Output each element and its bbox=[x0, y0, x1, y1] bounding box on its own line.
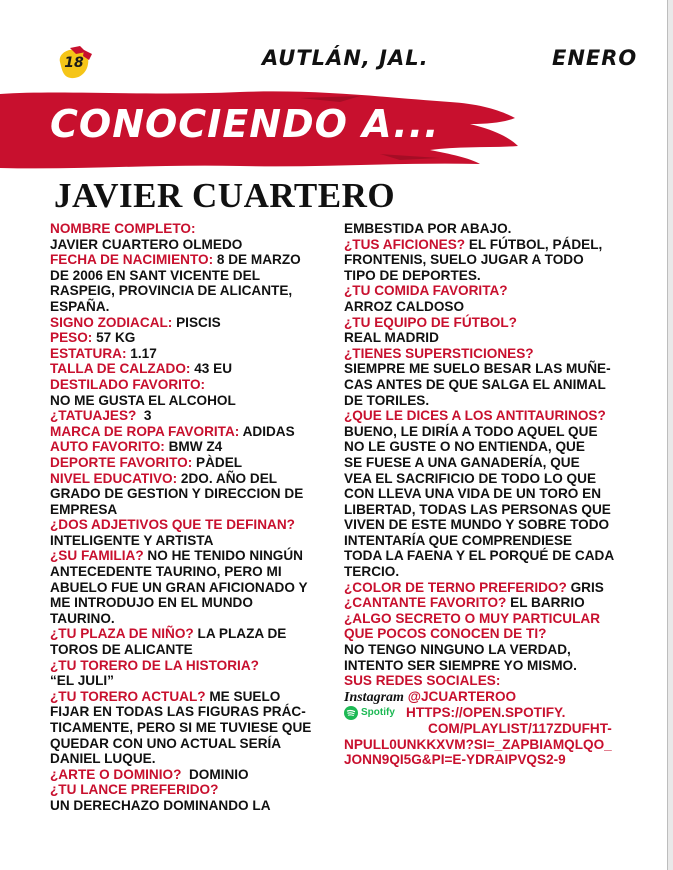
spotify-row bbox=[344, 705, 628, 721]
qa-line bbox=[344, 408, 628, 424]
answer-text: RASPEIG, PROVINCIA DE ALICANTE, bbox=[50, 283, 293, 299]
answer-text: BUENO, LE DIRÍA A TODO AQUEL QUE bbox=[344, 423, 598, 439]
qa-line bbox=[50, 658, 326, 674]
page-number-badge bbox=[56, 46, 92, 82]
question-label: AUTO FAVORITO: bbox=[50, 439, 165, 455]
answer-text: UN DERECHAZO DOMINANDO LA bbox=[50, 797, 271, 813]
answer-text: EMBESTIDA POR ABAJO. bbox=[344, 221, 512, 236]
qa-line bbox=[50, 533, 326, 549]
answer-text: TIPO DE DEPORTES. bbox=[344, 267, 481, 283]
question-label: ¿TU EQUIPO DE FÚTBOL? bbox=[344, 314, 517, 330]
answer-text: NO ME GUSTA EL ALCOHOL bbox=[50, 392, 236, 408]
answer-text: INTELIGENTE Y ARTISTA bbox=[50, 532, 214, 548]
answer-text: SIEMPRE ME SUELO BESAR LAS MUÑE- bbox=[344, 361, 611, 377]
qa-line bbox=[344, 424, 628, 440]
instagram-handle[interactable]: @JCUARTEROO bbox=[407, 688, 517, 704]
answer-text: ME INTRODUJO EN EL MUNDO bbox=[50, 595, 253, 611]
qa-line bbox=[50, 595, 326, 611]
answer-text: DOMINIO bbox=[181, 766, 249, 782]
qa-line bbox=[50, 767, 326, 783]
qa-line bbox=[344, 237, 628, 253]
answer-text: GRIS bbox=[566, 579, 604, 595]
qa-line bbox=[50, 377, 326, 393]
question-label: DESTILADO FAVORITO: bbox=[50, 376, 206, 392]
question-label: ¿QUE LE DICES A LOS ANTITAURINOS? bbox=[344, 408, 606, 424]
answer-text: TAURINO. bbox=[50, 610, 115, 626]
spotify-url-line[interactable]: COM/PLAYLIST/117ZDUFHT- bbox=[428, 721, 612, 736]
qa-line bbox=[344, 330, 628, 346]
answer-text: PISCIS bbox=[172, 314, 221, 330]
qa-line bbox=[344, 283, 628, 299]
question-label: ¿TU PLAZA DE NIÑO? bbox=[50, 626, 194, 642]
question-label: ¿CANTANTE FAVORITO? bbox=[344, 595, 507, 611]
question-label: ¿ARTE O DOMINIO? bbox=[50, 766, 182, 782]
qa-line bbox=[344, 299, 628, 315]
qa-line bbox=[50, 424, 326, 440]
qa-line bbox=[50, 548, 326, 564]
answer-text: QUEDAR CON UNO ACTUAL SERÍA bbox=[50, 735, 282, 751]
question-label: ESTATURA: bbox=[50, 345, 127, 361]
qa-line bbox=[50, 611, 326, 627]
answer-text: EMPRESA bbox=[50, 501, 118, 517]
answer-text: VIVEN DE ESTE MUNDO Y SOBRE TODO bbox=[344, 517, 610, 533]
qa-line bbox=[50, 252, 326, 268]
qa-line bbox=[50, 486, 326, 502]
question-label: ¿TU TORERO ACTUAL? bbox=[50, 688, 206, 704]
answer-text: 57 KG bbox=[92, 330, 136, 346]
qa-line bbox=[344, 471, 628, 487]
qa-line bbox=[50, 580, 326, 596]
right-column-lines bbox=[344, 221, 628, 689]
question-label: QUE POCOS CONOCEN DE TI? bbox=[344, 626, 547, 642]
qa-line bbox=[344, 439, 628, 455]
question-label: ¿TU COMIDA FAVORITA? bbox=[344, 283, 508, 299]
question-label: PESO: bbox=[50, 330, 93, 346]
qa-line bbox=[50, 237, 326, 253]
answer-text: NO LE GUSTE O NO ENTIENDA, QUE bbox=[344, 439, 585, 455]
answer-text: “EL JULI” bbox=[50, 673, 114, 689]
qa-line bbox=[50, 782, 326, 798]
left-column bbox=[50, 221, 326, 814]
answer-text: DE 2006 EN SANT VICENTE DEL bbox=[50, 267, 260, 283]
spotify-url-line[interactable]: NPULL0UNKKXVM?SI=_ZAPBIAMQLQO_ bbox=[344, 736, 612, 752]
answer-text: 3 bbox=[136, 408, 152, 424]
answer-text: TERCIO. bbox=[344, 564, 400, 580]
question-label: ¿COLOR DE TERNO PREFERIDO? bbox=[344, 579, 567, 595]
qa-line bbox=[344, 642, 628, 658]
answer-text: REAL MADRID bbox=[344, 330, 439, 346]
qa-line bbox=[50, 408, 326, 424]
question-label: DEPORTE FAVORITO: bbox=[50, 454, 193, 470]
qa-line bbox=[344, 595, 628, 611]
answer-text: NO HE TENIDO NINGÚN bbox=[143, 548, 303, 564]
answer-text: DE TORILES. bbox=[344, 392, 430, 408]
qa-line bbox=[344, 377, 628, 393]
qa-line bbox=[50, 315, 326, 331]
answer-text: FIJAR EN TODAS LAS FIGURAS PRÁC- bbox=[50, 704, 306, 720]
answer-text: FRONTENIS, SUELO JUGAR A TODO bbox=[344, 252, 584, 268]
qa-line bbox=[344, 533, 628, 549]
qa-line bbox=[344, 517, 628, 533]
answer-text: EL FÚTBOL, PÁDEL, bbox=[465, 236, 603, 252]
instagram-logo: Instagram bbox=[344, 689, 404, 705]
qa-line bbox=[344, 580, 628, 596]
page-edge bbox=[667, 0, 673, 870]
answer-text: 8 DE MARZO bbox=[213, 252, 301, 268]
profile-name: JAVIER CUARTERO bbox=[54, 176, 396, 215]
answer-text: DANIEL LUQUE. bbox=[50, 751, 156, 767]
question-label: ¿TATUAJES? bbox=[50, 408, 137, 424]
question-label: SIGNO ZODIACAL: bbox=[50, 314, 173, 330]
answer-text: ARROZ CALDOSO bbox=[344, 298, 465, 314]
answer-text: SE FUESE A UNA GANADERÍA, QUE bbox=[344, 454, 580, 470]
qa-line bbox=[50, 439, 326, 455]
question-label: ¿ALGO SECRETO O MUY PARTICULAR bbox=[344, 610, 601, 626]
qa-line bbox=[50, 283, 326, 299]
answer-text: BMW Z4 bbox=[164, 439, 223, 455]
question-label: SUS REDES SOCIALES: bbox=[344, 673, 501, 689]
qa-line bbox=[344, 252, 628, 268]
right-column bbox=[344, 221, 628, 768]
qa-line bbox=[50, 673, 326, 689]
answer-text: LIBERTAD, TODAS LAS PERSONAS QUE bbox=[344, 501, 611, 517]
answer-text: ME SUELO bbox=[205, 688, 281, 704]
answer-text: ADIDAS bbox=[239, 423, 295, 439]
answer-text: TOROS DE ALICANTE bbox=[50, 642, 193, 658]
answer-text: 2DO. AÑO DEL bbox=[177, 470, 278, 486]
banner-title: CONOCIENDO A... bbox=[50, 102, 440, 146]
answer-text: EL BARRIO bbox=[506, 595, 585, 611]
spotify-url-line[interactable]: JONN9QI5G&PI=E-YDRAIPVQS2-9 bbox=[344, 752, 566, 768]
answer-text: LA PLAZA DE bbox=[193, 626, 287, 642]
answer-text: PÀDEL bbox=[192, 454, 243, 470]
qa-line bbox=[344, 361, 628, 377]
page-number: 18 bbox=[64, 55, 84, 71]
qa-line bbox=[50, 751, 326, 767]
qa-line bbox=[344, 315, 628, 331]
qa-line bbox=[50, 720, 326, 736]
question-label: NIVEL EDUCATIVO: bbox=[50, 470, 178, 486]
qa-line bbox=[50, 221, 326, 237]
location-header: AUTLÁN, JAL. bbox=[262, 46, 429, 70]
qa-line bbox=[344, 346, 628, 362]
qa-line bbox=[344, 455, 628, 471]
instagram-row bbox=[344, 689, 628, 706]
question-label: ¿TIENES SUPERSTICIONES? bbox=[344, 345, 534, 361]
question-label: ¿TUS AFICIONES? bbox=[344, 236, 466, 252]
question-label: ¿DOS ADJETIVOS QUE TE DEFINAN? bbox=[50, 517, 295, 533]
month-header: ENERO bbox=[552, 46, 638, 70]
question-label: MARCA DE ROPA FAVORITA: bbox=[50, 423, 240, 439]
spotify-logo bbox=[344, 705, 406, 721]
qa-line bbox=[50, 564, 326, 580]
qa-line bbox=[50, 689, 326, 705]
answer-text: NO TENGO NINGUNO LA VERDAD, bbox=[344, 642, 571, 658]
spotify-url-line[interactable]: HTTPS://OPEN.SPOTIFY. bbox=[406, 705, 566, 721]
qa-line bbox=[344, 658, 628, 674]
answer-text: CAS ANTES DE QUE SALGA EL ANIMAL bbox=[344, 376, 606, 392]
qa-line bbox=[50, 455, 326, 471]
answer-text: TICAMENTE, PERO SI ME TUVIESE QUE bbox=[50, 720, 312, 735]
question-label: ¿TU TORERO DE LA HISTORIA? bbox=[50, 657, 259, 673]
qa-line bbox=[50, 471, 326, 487]
qa-line bbox=[50, 393, 326, 409]
answer-text: 1.17 bbox=[126, 345, 157, 361]
answer-text: 43 EU bbox=[190, 361, 233, 377]
answer-text: ABUELO FUE UN GRAN AFICIONADO Y bbox=[50, 579, 308, 595]
question-label: ¿SU FAMILIA? bbox=[50, 548, 144, 564]
answer-text: GRADO DE GESTION Y DIRECCION DE bbox=[50, 486, 304, 502]
qa-line bbox=[344, 486, 628, 502]
answer-text: JAVIER CUARTERO OLMEDO bbox=[50, 236, 243, 252]
qa-line bbox=[50, 736, 326, 752]
answer-text: ESPAÑA. bbox=[50, 298, 110, 314]
qa-line bbox=[344, 564, 628, 580]
qa-line bbox=[50, 346, 326, 362]
spotify-icon bbox=[344, 706, 358, 720]
qa-line bbox=[50, 798, 326, 814]
question-label: NOMBRE COMPLETO: bbox=[50, 221, 196, 236]
qa-line bbox=[50, 704, 326, 720]
answer-text: VEA EL SACRIFICIO DE TODO LO QUE bbox=[344, 470, 597, 486]
qa-line bbox=[50, 502, 326, 518]
qa-line bbox=[50, 626, 326, 642]
qa-line bbox=[50, 361, 326, 377]
qa-line bbox=[344, 268, 628, 284]
qa-line bbox=[344, 548, 628, 564]
question-label: ¿TU LANCE PREFERIDO? bbox=[50, 782, 219, 798]
qa-line bbox=[344, 502, 628, 518]
question-label: FECHA DE NACIMIENTO: bbox=[50, 252, 214, 268]
spotify-label: Spotify bbox=[361, 707, 395, 719]
qa-line bbox=[50, 268, 326, 284]
qa-line bbox=[344, 393, 628, 409]
answer-text: ANTECEDENTE TAURINO, PERO MI bbox=[50, 564, 282, 580]
qa-line bbox=[344, 611, 628, 627]
answer-text: INTENTARÍA QUE COMPRENDIESE bbox=[344, 532, 573, 548]
qa-line bbox=[344, 673, 628, 689]
qa-line bbox=[50, 642, 326, 658]
qa-line bbox=[50, 299, 326, 315]
qa-line bbox=[344, 626, 628, 642]
qa-line bbox=[50, 330, 326, 346]
qa-line bbox=[344, 221, 628, 237]
answer-text: CON LLEVA UNA VIDA DE UN TORO EN bbox=[344, 486, 602, 502]
answer-text: INTENTO SER SIEMPRE YO MISMO. bbox=[344, 657, 577, 673]
question-label: TALLA DE CALZADO: bbox=[50, 361, 191, 377]
section-banner bbox=[0, 88, 520, 170]
qa-line bbox=[50, 517, 326, 533]
answer-text: TODA LA FAENA Y EL PORQUÉ DE CADA bbox=[344, 548, 615, 564]
